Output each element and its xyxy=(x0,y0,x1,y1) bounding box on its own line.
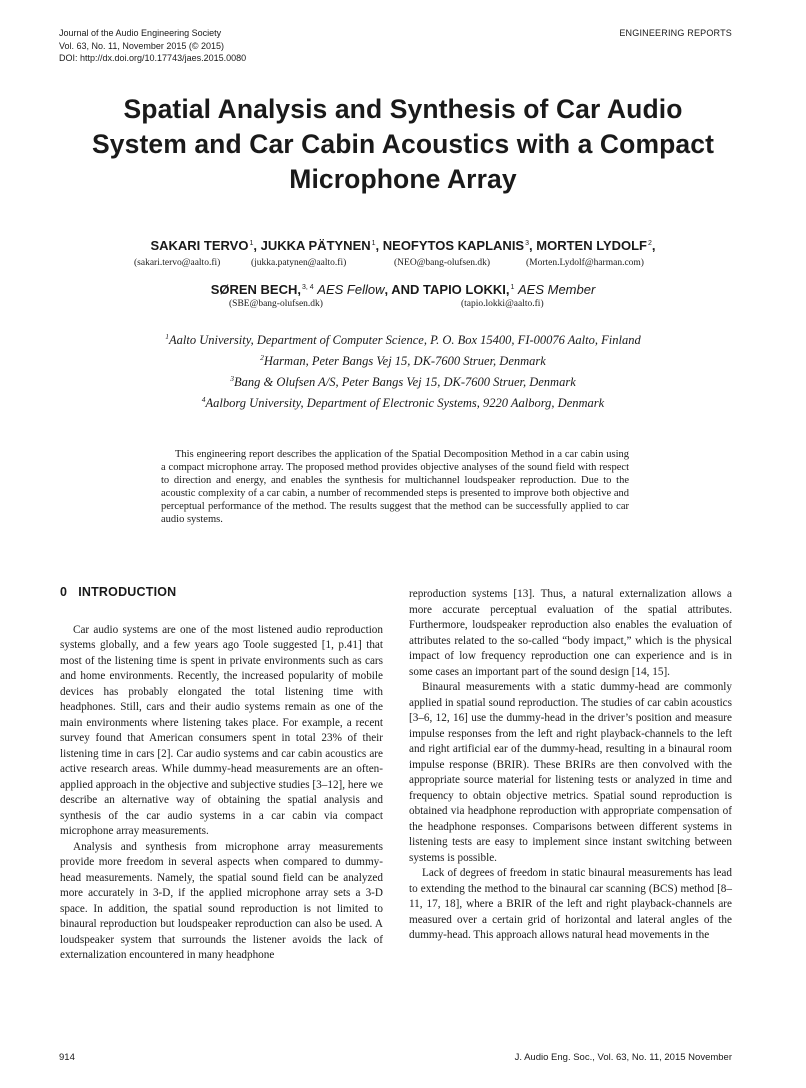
author-affil-sup: 1 xyxy=(371,239,376,247)
paragraph: Lack of degrees of freedom in static binaural measurements has lead to extending the method to the binaural car scanning (BCS) method [8–11, 17, 18], where a BRIR of the left and right playback-channels are measured over a certain grid of horizontal and lateral angles of the dummy-head. This approach allows natural head movements in the xyxy=(409,867,732,941)
affiliations xyxy=(40,328,766,413)
paper-title xyxy=(40,92,766,197)
journal-name: Journal of the Audio Engineering Society xyxy=(59,28,222,38)
section-heading xyxy=(60,585,383,601)
affiliation-text: Aalto University, Department of Computer Science, P. O. Box 15400, FI-00076 Aalto, Finland xyxy=(169,333,641,348)
author-affil-sup: 2 xyxy=(648,239,652,247)
affiliation-item xyxy=(40,328,766,349)
journal-doi: DOI: http://dx.doi.org/10.17743/jaes.2015.0080 xyxy=(59,53,247,63)
affiliation-text: Aalborg University, Department of Electronic Systems, 9220 Aalborg, Denmark xyxy=(205,396,605,411)
email-row-1 xyxy=(0,258,806,272)
journal-volume: Vol. 63, No. 11, November 2015 (© 2015) xyxy=(59,40,225,51)
author-separator: , xyxy=(375,238,383,253)
footer-citation: J. Audio Eng. Soc., Vol. 63, No. 11, 2015 November xyxy=(514,1052,732,1063)
affiliation-number: 4 xyxy=(201,395,206,405)
section-number: 0 xyxy=(60,585,68,599)
author-affil-sup: 3, 4 xyxy=(301,283,314,291)
author-separator: , xyxy=(253,238,261,253)
author-name: NEOFYTOS KAPLANIS xyxy=(382,238,525,253)
author-separator: , AND xyxy=(384,282,424,297)
paragraph: Car audio systems are one of the most listened audio reproduction systems globally, and a few years ago Toole suggested [1, p.41] that most of the listening time is spent in private environments such as cars and home environments. Recently, the increased popularity of mobile devices has probably elongated the total listening time with headphones. Still, cars and their audio systems remain as one of the main environments where listening takes place. For example, a recent survey found that American consumers spent in total 23% of their listening time in cars [2]. Car audio systems and car cabin acoustics are active research areas. While dummy-head measurements are an often-applied approach in the objective and subjective studies [3–12], here we describe an alternative way of obtaining the spatial analysis and synthesis of the car audio systems in a car cabin via compact microphone array measurements. xyxy=(60,623,383,837)
section-label: ENGINEERING REPORTS xyxy=(619,28,732,38)
title-line-2: System and Car Cabin Acoustics with a Compact xyxy=(92,129,714,159)
title-line-3: Microphone Array xyxy=(289,164,517,194)
paragraph: Analysis and synthesis from microphone array measurements provide more freedom in several aspects when compared to dummy-head measurements. Namely, the spatial sound field can be analyzed more accurately in 3-D, if the applied microphone array sets a 3-D space. In addition, the spatial sound reproduction is not limited to binaural reproduction but loudspeaker reproduction can also be used. A loudspeaker system that surrounds the listener avoids the lack of externalization encountered in many headphone xyxy=(60,840,383,961)
author-email[interactable]: (jukka.patynen@aalto.fi) xyxy=(251,258,347,268)
author-affil-sup: 1 xyxy=(249,239,254,247)
author-email[interactable]: (NEO@bang-olufsen.dk) xyxy=(394,258,491,268)
author-line-1 xyxy=(40,238,766,253)
title-line-1: Spatial Analysis and Synthesis of Car Audio xyxy=(123,94,683,124)
affiliation-item xyxy=(40,391,766,412)
author-separator: , xyxy=(529,238,537,253)
author-name: SØREN BECH, xyxy=(210,282,301,297)
page-number: 914 xyxy=(59,1052,75,1063)
section-title: INTRODUCTION xyxy=(78,585,177,599)
affiliation-text: Harman, Peter Bangs Vej 15, DK-7600 Struer, Denmark xyxy=(263,354,546,369)
paragraph: reproduction systems [13]. Thus, a natural externalization allows a more accurate perceptual evaluation of the spatial attributes. Furthermore, loudspeaker reproduction also enables the evaluation of attributes related to the so-called “body impact,” which is the physical impact of low frequency reproduction one can experience and is in some cases an important part of the sound design [14, 15]. xyxy=(409,588,732,678)
author-name: TAPIO LOKKI, xyxy=(423,282,510,297)
affiliation-number: 2 xyxy=(260,353,264,363)
author-role: AES Member xyxy=(518,282,596,297)
journal-info xyxy=(59,27,246,65)
affiliation-item xyxy=(40,349,766,370)
author-name: MORTEN LYDOLF xyxy=(536,238,647,253)
email-row-2 xyxy=(0,299,806,313)
author-separator: , xyxy=(651,238,656,253)
author-name: JUKKA PÄTYNEN xyxy=(260,238,371,253)
author-email[interactable]: (sakari.tervo@aalto.fi) xyxy=(134,258,221,268)
author-name: SAKARI TERVO xyxy=(150,238,249,253)
author-affil-sup: 1 xyxy=(510,283,515,291)
paragraph: Binaural measurements with a static dummy-head are commonly applied in spatial sound reproduction. The studies of car cabin acoustics [3–6, 12, 16] use the dummy-head in the driver’s position and measure impulse responses from the left and right playback-channels to the left and right artificial ear of the dummy-head, resulting in a binaural room impulse response (BRIR). These BRIRs are then convolved with the appropriate source material for listening tests or analyzed in time and frequency to obtain objective metrics. Spatial sound reproduction is obtained via headphone reproduction with appropriate compensation of the headphone responses. Comparisons between different systems in listening tests are easy to implement since instant switching between systems is possible. xyxy=(409,681,732,864)
right-column xyxy=(409,587,732,944)
author-line-2 xyxy=(40,282,766,297)
author-affil-sup: 3 xyxy=(525,239,530,247)
author-role: AES Fellow xyxy=(317,282,385,297)
affiliation-number: 3 xyxy=(230,374,234,384)
author-email[interactable]: (Morten.Lydolf@harman.com) xyxy=(526,258,644,268)
affiliation-number: 1 xyxy=(165,332,170,341)
affiliation-item xyxy=(40,370,766,391)
abstract: This engineering report describes the application of the Spatial Decomposition Method in a car cabin using a compact microphone array. The proposed method provides objective analyses of the sound field with respect to direction and energy, and enables the synthesis for multichannel loudspeaker reproduction. Due to the acoustic complexity of a car cabin, a number of recommended steps is presented to improve both objective and perceptual performance of the method. The results suggest that the method can be successfully applied to car audio systems. xyxy=(161,449,629,526)
left-column xyxy=(60,585,383,964)
author-email[interactable]: (SBE@bang-olufsen.dk) xyxy=(229,299,323,309)
author-email[interactable]: (tapio.lokki@aalto.fi) xyxy=(461,299,544,309)
affiliation-text: Bang & Olufsen A/S, Peter Bangs Vej 15, DK-7600 Struer, Denmark xyxy=(234,375,576,390)
